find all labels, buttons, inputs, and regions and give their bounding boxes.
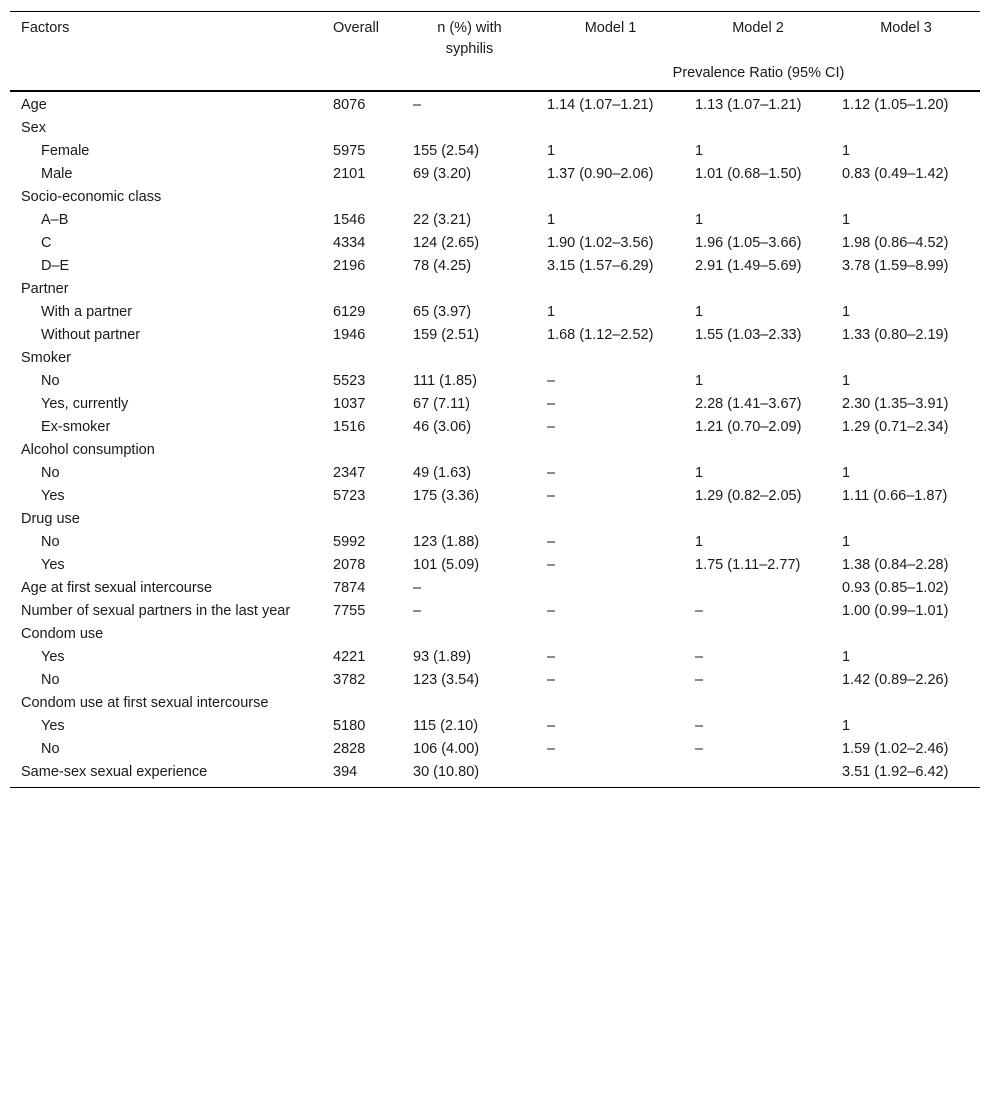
- overall-cell: 5180: [333, 718, 366, 734]
- model-3-cell: 1.29 (0.71–2.34): [842, 419, 949, 435]
- model-3-cell: 1: [842, 304, 851, 320]
- model-1-cell: [536, 577, 684, 600]
- overall-cell: [322, 347, 402, 370]
- overall-cell: 7755: [333, 603, 366, 619]
- model-2-cell: –: [695, 741, 704, 757]
- factor-cell: Condom use: [21, 626, 104, 642]
- table-row: [10, 209, 980, 232]
- factor-cell: C: [41, 235, 52, 251]
- header-factors: Factors: [10, 12, 322, 62]
- overall-cell: 6129: [333, 304, 366, 320]
- model-3-cell: 1: [842, 143, 851, 159]
- n-syphilis-cell: 49 (1.63): [413, 465, 472, 481]
- factor-cell: Socio-economic class: [21, 189, 162, 205]
- model-2-cell: [684, 692, 831, 715]
- factor-cell: No: [41, 741, 60, 757]
- table-header: [10, 12, 980, 92]
- model-1-cell: 1.90 (1.02–3.56): [547, 235, 654, 251]
- table-row: [10, 692, 980, 715]
- n-syphilis-cell: –: [413, 97, 422, 113]
- model-3-cell: 1: [842, 534, 851, 550]
- table-row: [10, 577, 980, 600]
- model-2-cell: 1: [695, 304, 704, 320]
- model-1-cell: [536, 761, 684, 788]
- n-syphilis-cell: [402, 186, 536, 209]
- n-syphilis-cell: [402, 623, 536, 646]
- model-3-cell: 1.00 (0.99–1.01): [842, 603, 949, 619]
- n-syphilis-cell: 69 (3.20): [413, 166, 472, 182]
- model-3-cell: 1: [842, 649, 851, 665]
- model-2-cell: 1: [695, 373, 704, 389]
- model-1-cell: –: [547, 373, 556, 389]
- header-model-2: Model 2: [684, 12, 831, 62]
- factor-cell: Drug use: [21, 511, 80, 527]
- header-subrow: [10, 61, 980, 91]
- table-row: [10, 485, 980, 508]
- model-3-cell: 1.33 (0.80–2.19): [842, 327, 949, 343]
- overall-cell: 1037: [333, 396, 366, 412]
- overall-cell: 1946: [333, 327, 366, 343]
- header-n-with-syphilis: n (%) with syphilis: [402, 12, 536, 62]
- model-3-cell: 1.59 (1.02–2.46): [842, 741, 949, 757]
- model-1-cell: –: [547, 603, 556, 619]
- model-1-cell: [536, 508, 684, 531]
- factor-cell: Age: [21, 97, 47, 113]
- model-1-cell: 1: [547, 143, 556, 159]
- table-row: [10, 715, 980, 738]
- overall-cell: [322, 623, 402, 646]
- table-row: [10, 140, 980, 163]
- model-1-cell: 1.68 (1.12–2.52): [547, 327, 654, 343]
- model-1-cell: –: [547, 672, 556, 688]
- n-syphilis-cell: –: [413, 580, 422, 596]
- table-row: [10, 439, 980, 462]
- model-3-cell: 1: [842, 465, 851, 481]
- factor-cell: Smoker: [21, 350, 71, 366]
- table-row: [10, 301, 980, 324]
- model-1-cell: –: [547, 419, 556, 435]
- model-3-cell: 1.11 (0.66–1.87): [842, 488, 948, 504]
- model-2-cell: [684, 761, 831, 788]
- factor-cell: With a partner: [41, 304, 133, 320]
- factor-cell: Partner: [21, 281, 69, 297]
- model-1-cell: –: [547, 649, 556, 665]
- n-syphilis-cell: 111 (1.85): [413, 373, 477, 389]
- model-1-cell: [536, 347, 684, 370]
- model-3-cell: [831, 186, 980, 209]
- n-syphilis-cell: 67 (7.11): [413, 396, 470, 412]
- n-syphilis-cell: 65 (3.97): [413, 304, 472, 320]
- n-syphilis-cell: 46 (3.06): [413, 419, 472, 435]
- table-row: [10, 462, 980, 485]
- table-row: [10, 278, 980, 301]
- header-overall: Overall: [322, 12, 402, 62]
- factor-cell: Alcohol consumption: [21, 442, 155, 458]
- model-3-cell: 2.30 (1.35–3.91): [842, 396, 949, 412]
- n-syphilis-cell: 155 (2.54): [413, 143, 480, 159]
- model-2-cell: [684, 186, 831, 209]
- model-2-cell: 1: [695, 212, 704, 228]
- overall-cell: 2196: [333, 258, 366, 274]
- model-2-cell: 1.55 (1.03–2.33): [695, 327, 802, 343]
- model-3-cell: 0.83 (0.49–1.42): [842, 166, 949, 182]
- factor-cell: Without partner: [41, 327, 141, 343]
- model-2-cell: [684, 577, 831, 600]
- table-body: [10, 91, 980, 788]
- model-1-cell: [536, 692, 684, 715]
- model-2-cell: 2.91 (1.49–5.69): [695, 258, 802, 274]
- model-1-cell: –: [547, 741, 556, 757]
- model-3-cell: 0.93 (0.85–1.02): [842, 580, 949, 596]
- model-1-cell: [536, 117, 684, 140]
- n-syphilis-cell: 124 (2.65): [413, 235, 480, 251]
- n-syphilis-cell: 22 (3.21): [413, 212, 472, 228]
- model-1-cell: [536, 623, 684, 646]
- n-syphilis-cell: 30 (10.80): [402, 761, 536, 788]
- prevalence-ratio-table: [10, 11, 980, 788]
- overall-cell: 2101: [333, 166, 366, 182]
- overall-cell: [322, 439, 402, 462]
- model-2-cell: [684, 347, 831, 370]
- model-2-cell: –: [695, 718, 704, 734]
- model-1-cell: [536, 186, 684, 209]
- model-3-cell: 3.51 (1.92–6.42): [831, 761, 980, 788]
- model-2-cell: [684, 278, 831, 301]
- model-3-cell: 1.38 (0.84–2.28): [842, 557, 949, 573]
- table-row: [10, 623, 980, 646]
- table-row: [10, 600, 980, 623]
- model-1-cell: –: [547, 557, 556, 573]
- model-1-cell: –: [547, 488, 556, 504]
- model-2-cell: 1: [695, 465, 704, 481]
- model-3-cell: [831, 508, 980, 531]
- factor-cell: Female: [41, 143, 90, 159]
- header-model-3: Model 3: [831, 12, 980, 62]
- table-row: [10, 531, 980, 554]
- model-1-cell: 3.15 (1.57–6.29): [547, 258, 654, 274]
- table-row: [10, 347, 980, 370]
- model-3-cell: 1: [842, 373, 851, 389]
- n-syphilis-cell: [402, 692, 536, 715]
- table-row: [10, 117, 980, 140]
- factor-cell: A–B: [41, 212, 69, 228]
- overall-cell: [322, 117, 402, 140]
- factor-cell: No: [41, 465, 60, 481]
- model-3-cell: 1.12 (1.05–1.20): [842, 97, 949, 113]
- table-row: [10, 255, 980, 278]
- overall-cell: 5975: [333, 143, 366, 159]
- n-syphilis-cell: –: [413, 603, 422, 619]
- model-3-cell: [831, 117, 980, 140]
- table-row: [10, 508, 980, 531]
- table-container: [10, 11, 980, 788]
- factor-cell: Condom use at first sexual intercourse: [21, 695, 269, 711]
- header-model-1: Model 1: [536, 12, 684, 62]
- model-1-cell: –: [547, 465, 556, 481]
- n-syphilis-cell: 115 (2.10): [413, 718, 479, 734]
- table-row: [10, 646, 980, 669]
- n-syphilis-cell: 175 (3.36): [413, 488, 480, 504]
- header-row: [10, 12, 980, 62]
- factor-cell: Yes: [41, 649, 65, 665]
- factor-cell: Sex: [21, 120, 46, 136]
- factor-cell: Ex-smoker: [41, 419, 111, 435]
- model-3-cell: 1: [842, 718, 851, 734]
- factor-cell: No: [41, 672, 60, 688]
- model-3-cell: 1.42 (0.89–2.26): [842, 672, 949, 688]
- model-3-cell: [831, 692, 980, 715]
- overall-cell: 1516: [333, 419, 366, 435]
- overall-cell: 7874: [333, 580, 366, 596]
- overall-cell: 5992: [333, 534, 366, 550]
- overall-cell: 394: [322, 761, 402, 788]
- factor-cell: Number of sexual partners in the last year: [21, 603, 291, 619]
- overall-cell: 2828: [333, 741, 366, 757]
- model-2-cell: [684, 508, 831, 531]
- n-syphilis-cell: 123 (1.88): [413, 534, 480, 550]
- model-1-cell: 1.14 (1.07–1.21): [547, 97, 654, 113]
- n-syphilis-cell: 78 (4.25): [413, 258, 472, 274]
- table-row: [10, 416, 980, 439]
- factor-cell: D–E: [41, 258, 70, 274]
- n-syphilis-cell: 159 (2.51): [413, 327, 480, 343]
- model-3-cell: 3.78 (1.59–8.99): [842, 258, 949, 274]
- model-2-cell: 1.01 (0.68–1.50): [695, 166, 802, 182]
- model-2-cell: 1: [695, 534, 704, 550]
- n-syphilis-cell: 123 (3.54): [413, 672, 480, 688]
- model-3-cell: [831, 439, 980, 462]
- table-row: [10, 163, 980, 186]
- table-row: [10, 91, 980, 117]
- table-row: [10, 738, 980, 761]
- model-2-cell: –: [695, 603, 704, 619]
- overall-cell: 4221: [333, 649, 366, 665]
- overall-cell: [322, 692, 402, 715]
- overall-cell: 2078: [333, 557, 366, 573]
- model-2-cell: 2.28 (1.41–3.67): [695, 396, 802, 412]
- model-2-cell: 1.29 (0.82–2.05): [695, 488, 802, 504]
- model-1-cell: [536, 278, 684, 301]
- prevalence-ratio-subheader: Prevalence Ratio (95% CI): [536, 61, 980, 91]
- model-3-cell: 1.98 (0.86–4.52): [842, 235, 949, 251]
- model-2-cell: 1: [695, 143, 704, 159]
- n-syphilis-cell: 106 (4.00): [413, 741, 480, 757]
- overall-cell: 2347: [333, 465, 366, 481]
- model-2-cell: 1.75 (1.11–2.77): [695, 557, 801, 573]
- model-2-cell: –: [695, 672, 704, 688]
- factor-cell: Yes: [41, 557, 65, 573]
- table-row: [10, 324, 980, 347]
- n-syphilis-cell: [402, 278, 536, 301]
- model-1-cell: –: [547, 534, 556, 550]
- overall-cell: 4334: [333, 235, 366, 251]
- model-2-cell: 1.13 (1.07–1.21): [695, 97, 802, 113]
- model-2-cell: [684, 117, 831, 140]
- model-2-cell: 1.96 (1.05–3.66): [695, 235, 802, 251]
- table-row: [10, 554, 980, 577]
- table-row: [10, 232, 980, 255]
- model-1-cell: 1: [547, 304, 556, 320]
- table-row: [10, 370, 980, 393]
- n-syphilis-cell: [402, 439, 536, 462]
- factor-cell: Male: [41, 166, 73, 182]
- table-row: [10, 393, 980, 416]
- table-row: [10, 761, 980, 788]
- overall-cell: [322, 186, 402, 209]
- factor-cell: Yes, currently: [41, 396, 129, 412]
- overall-cell: 5723: [333, 488, 366, 504]
- model-1-cell: 1.37 (0.90–2.06): [547, 166, 654, 182]
- model-2-cell: 1.21 (0.70–2.09): [695, 419, 802, 435]
- model-1-cell: –: [547, 396, 556, 412]
- n-syphilis-cell: [402, 347, 536, 370]
- n-syphilis-cell: [402, 117, 536, 140]
- overall-cell: 1546: [333, 212, 366, 228]
- factor-cell: No: [41, 373, 60, 389]
- model-2-cell: –: [695, 649, 704, 665]
- overall-cell: 8076: [333, 97, 366, 113]
- n-syphilis-cell: 93 (1.89): [413, 649, 472, 665]
- overall-cell: [322, 278, 402, 301]
- factor-cell: No: [41, 534, 60, 550]
- model-1-cell: 1: [547, 212, 556, 228]
- model-1-cell: [536, 439, 684, 462]
- table-row: [10, 186, 980, 209]
- factor-cell: Age at first sexual intercourse: [21, 580, 213, 596]
- model-2-cell: [684, 439, 831, 462]
- overall-cell: 3782: [333, 672, 366, 688]
- factor-cell: Same-sex sexual experience: [10, 761, 322, 788]
- overall-cell: 5523: [333, 373, 366, 389]
- model-1-cell: –: [547, 718, 556, 734]
- table-row: [10, 669, 980, 692]
- overall-cell: [322, 508, 402, 531]
- model-2-cell: [684, 623, 831, 646]
- model-3-cell: [831, 278, 980, 301]
- model-3-cell: [831, 623, 980, 646]
- model-3-cell: 1: [842, 212, 851, 228]
- model-3-cell: [831, 347, 980, 370]
- factor-cell: Yes: [41, 488, 65, 504]
- factor-cell: Yes: [41, 718, 65, 734]
- n-syphilis-cell: 101 (5.09): [413, 557, 480, 573]
- n-syphilis-cell: [402, 508, 536, 531]
